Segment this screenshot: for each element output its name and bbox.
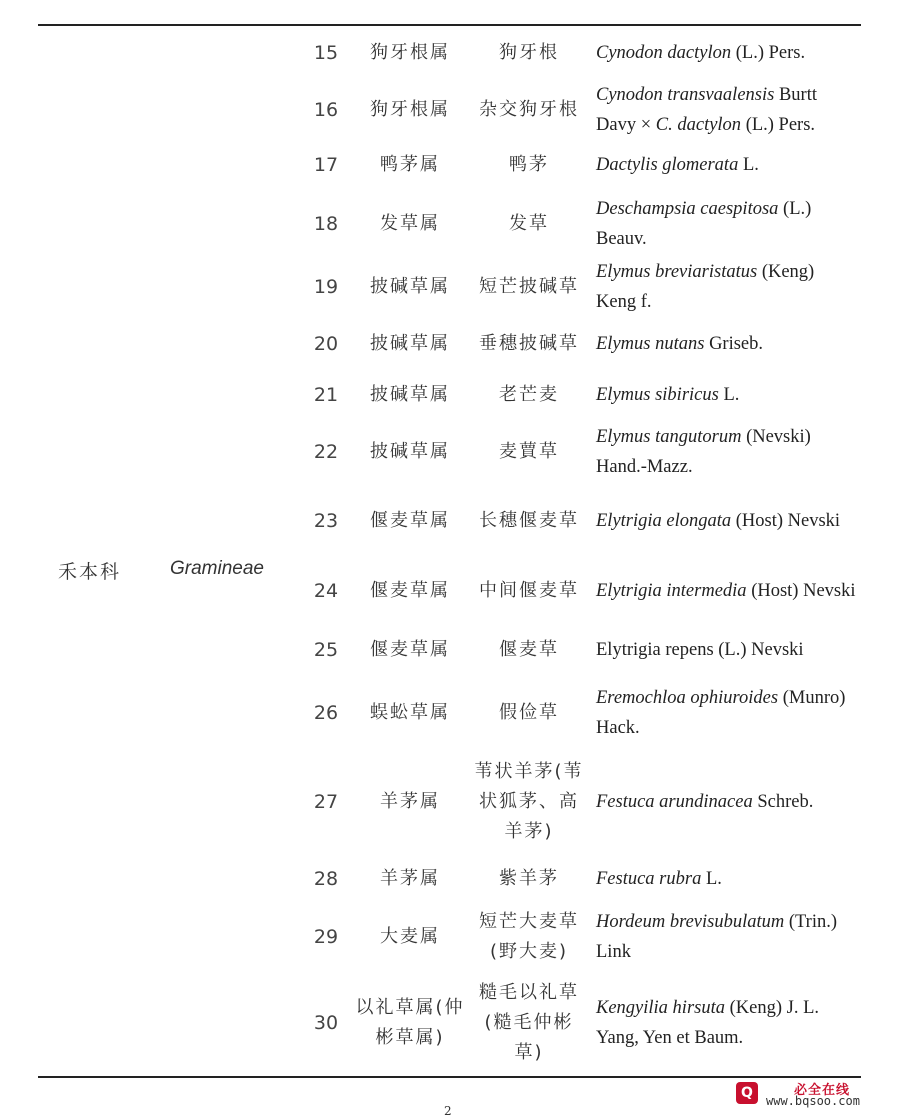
binomial: Elymus sibiricus bbox=[596, 385, 719, 405]
scientific-name bbox=[596, 424, 858, 480]
scientific-name-text bbox=[596, 864, 722, 894]
authority: (L.) Pers. bbox=[741, 115, 816, 135]
scientific-name-text bbox=[596, 80, 858, 140]
authority: L. bbox=[718, 385, 740, 405]
binomial: Elymus breviaristatus bbox=[596, 262, 758, 282]
binomial: Hordeum brevisubulatum bbox=[596, 912, 785, 932]
scientific-name-text bbox=[596, 576, 856, 606]
row-number-text: 23 bbox=[313, 510, 339, 532]
row-number bbox=[300, 754, 352, 850]
row-number bbox=[300, 424, 352, 480]
row-number-text: 28 bbox=[313, 868, 339, 890]
table-bottom-rule bbox=[38, 1076, 861, 1078]
table-row bbox=[0, 858, 900, 900]
authority: (Keng) Keng f. bbox=[596, 262, 815, 312]
genus-name-text: 披碱草属 bbox=[370, 384, 450, 405]
common-name bbox=[470, 424, 588, 480]
common-name bbox=[470, 978, 588, 1068]
scientific-name-text bbox=[596, 257, 858, 317]
table-top-rule bbox=[38, 24, 861, 26]
scientific-name bbox=[596, 82, 858, 138]
watermark-logo-icon: Q bbox=[736, 1082, 758, 1104]
authority: L. bbox=[738, 155, 759, 175]
authority: (Host) Nevski bbox=[746, 581, 856, 601]
row-number bbox=[300, 82, 352, 138]
genus-name bbox=[355, 146, 465, 184]
genus-name bbox=[355, 324, 465, 364]
genus-name-text: 大麦属 bbox=[380, 926, 440, 947]
authority: (Munro) Hack. bbox=[596, 688, 846, 738]
row-number-text: 18 bbox=[313, 213, 339, 235]
binomial: Elytrigia intermedia bbox=[596, 581, 747, 601]
genus-name-text: 羊茅属 bbox=[380, 868, 440, 889]
scientific-name bbox=[596, 196, 858, 252]
genus-name bbox=[355, 754, 465, 850]
scientific-name bbox=[596, 978, 858, 1068]
common-name-text: 杂交狗牙根 bbox=[479, 99, 579, 120]
genus-name bbox=[355, 30, 465, 76]
scientific-name-text bbox=[596, 380, 739, 410]
scientific-name-text bbox=[596, 683, 858, 743]
authority: L. bbox=[701, 869, 722, 889]
table-row bbox=[0, 490, 900, 552]
row-number bbox=[300, 560, 352, 622]
common-name bbox=[470, 30, 588, 76]
authority: (Trin.) Link bbox=[596, 912, 838, 962]
table-row bbox=[0, 30, 900, 76]
row-number bbox=[300, 324, 352, 364]
row-number-text: 15 bbox=[313, 42, 339, 64]
binomial: Cynodon dactylon bbox=[596, 43, 732, 63]
binomial: Dactylis glomerata bbox=[596, 155, 739, 175]
watermark-title: 必全在线 bbox=[794, 1083, 851, 1098]
binomial: Festuca arundinacea bbox=[596, 792, 753, 812]
authority: Elytrigia repens (L.) Nevski bbox=[596, 640, 804, 660]
table-row bbox=[0, 324, 900, 364]
table-row bbox=[0, 560, 900, 622]
genus-name-text: 以礼草属(仲彬草属) bbox=[355, 997, 465, 1048]
common-name-text: 紫羊茅 bbox=[499, 868, 559, 889]
genus-name bbox=[355, 196, 465, 252]
row-number-text: 17 bbox=[313, 154, 339, 176]
common-name-text: 长穗偃麦草 bbox=[479, 510, 579, 531]
scientific-name-text bbox=[596, 993, 858, 1053]
row-number-text: 19 bbox=[313, 276, 339, 298]
common-name-text: 偃麦草 bbox=[499, 639, 559, 660]
common-name-text: 中间偃麦草 bbox=[479, 580, 579, 601]
genus-name-text: 披碱草属 bbox=[370, 441, 450, 462]
binomial: Eremochloa ophiuroides bbox=[596, 688, 779, 708]
genus-name-text: 偃麦草属 bbox=[370, 639, 450, 660]
row-number-text: 27 bbox=[313, 791, 339, 813]
authority: (Keng) J. L. Yang, Yen et Baum. bbox=[596, 998, 820, 1048]
common-name-text: 鸭茅 bbox=[509, 154, 549, 175]
genus-name bbox=[355, 424, 465, 480]
family-chinese-name: 禾本科 bbox=[58, 561, 122, 583]
scientific-name bbox=[596, 257, 858, 317]
row-number-text: 22 bbox=[313, 441, 339, 463]
table-row bbox=[0, 146, 900, 184]
scientific-name-text bbox=[596, 38, 805, 68]
common-name-text: 狗牙根 bbox=[499, 42, 559, 63]
authority: (Nevski) Hand.-Mazz. bbox=[596, 427, 811, 477]
table-row bbox=[0, 82, 900, 138]
scientific-name bbox=[596, 30, 858, 76]
common-name bbox=[470, 196, 588, 252]
binomial: Elytrigia elongata bbox=[596, 511, 732, 531]
common-name bbox=[470, 858, 588, 900]
common-name bbox=[470, 257, 588, 317]
scientific-name bbox=[596, 628, 858, 672]
page-number: 2 bbox=[444, 1104, 452, 1118]
watermark-url: www.bqsoo.com bbox=[766, 1094, 860, 1108]
row-number bbox=[300, 978, 352, 1068]
common-name bbox=[470, 682, 588, 744]
common-name-text: 麦蕒草 bbox=[499, 441, 559, 462]
scientific-name-text bbox=[596, 194, 858, 254]
scientific-name bbox=[596, 146, 858, 184]
row-number bbox=[300, 858, 352, 900]
row-number bbox=[300, 372, 352, 418]
binomial: Cynodon transvaalensis bbox=[596, 85, 775, 105]
genus-name-text: 鸭茅属 bbox=[380, 154, 440, 175]
family-latin-name: Gramineae bbox=[170, 558, 264, 579]
row-number bbox=[300, 904, 352, 970]
row-number bbox=[300, 257, 352, 317]
row-number-text: 24 bbox=[313, 580, 339, 602]
binomial: C. dactylon bbox=[655, 115, 742, 135]
genus-name bbox=[355, 560, 465, 622]
authority: Griseb. bbox=[704, 334, 764, 354]
scientific-name-text bbox=[596, 635, 804, 665]
row-number bbox=[300, 146, 352, 184]
genus-name-text: 狗牙根属 bbox=[370, 99, 450, 120]
genus-name bbox=[355, 858, 465, 900]
row-number-text: 21 bbox=[313, 384, 339, 406]
row-number-text: 20 bbox=[313, 333, 339, 355]
scientific-name bbox=[596, 754, 858, 850]
common-name bbox=[470, 754, 588, 850]
common-name-text: 苇状羊茅(苇状狐茅、高羊茅) bbox=[474, 761, 584, 842]
common-name-text: 发草 bbox=[509, 213, 549, 234]
common-name bbox=[470, 146, 588, 184]
table-row bbox=[0, 682, 900, 744]
genus-name-text: 蜈蚣草属 bbox=[370, 702, 450, 723]
table-row bbox=[0, 628, 900, 672]
genus-name bbox=[355, 628, 465, 672]
scientific-name-text bbox=[596, 787, 813, 817]
genus-name-text: 披碱草属 bbox=[370, 333, 450, 354]
genus-name bbox=[355, 82, 465, 138]
common-name-text: 短芒披碱草 bbox=[479, 276, 579, 297]
binomial: Festuca rubra bbox=[596, 869, 702, 889]
table-row bbox=[0, 424, 900, 480]
common-name bbox=[470, 324, 588, 364]
scientific-name-text bbox=[596, 907, 858, 967]
scientific-name bbox=[596, 490, 858, 552]
genus-name-text: 发草属 bbox=[380, 213, 440, 234]
site-watermark[interactable] bbox=[736, 1079, 886, 1109]
table-row bbox=[0, 257, 900, 317]
row-number-text: 25 bbox=[313, 639, 339, 661]
row-number-text: 29 bbox=[313, 926, 339, 948]
common-name bbox=[470, 82, 588, 138]
genus-name-text: 狗牙根属 bbox=[370, 42, 450, 63]
row-number bbox=[300, 196, 352, 252]
binomial: Deschampsia caespitosa bbox=[596, 199, 779, 219]
common-name bbox=[470, 490, 588, 552]
genus-name bbox=[355, 372, 465, 418]
table-row bbox=[0, 754, 900, 850]
common-name bbox=[470, 904, 588, 970]
genus-name-text: 偃麦草属 bbox=[370, 510, 450, 531]
row-number bbox=[300, 628, 352, 672]
authority: (Host) Nevski bbox=[731, 511, 841, 531]
scientific-name bbox=[596, 372, 858, 418]
table-row bbox=[0, 372, 900, 418]
row-number-text: 16 bbox=[313, 99, 339, 121]
row-number-text: 26 bbox=[313, 702, 339, 724]
common-name bbox=[470, 560, 588, 622]
genus-name bbox=[355, 490, 465, 552]
genus-name-text: 披碱草属 bbox=[370, 276, 450, 297]
common-name bbox=[470, 372, 588, 418]
row-number bbox=[300, 682, 352, 744]
authority: (L.) Pers. bbox=[731, 43, 806, 63]
genus-name-text: 羊茅属 bbox=[380, 791, 440, 812]
scientific-name-text bbox=[596, 150, 759, 180]
scientific-name bbox=[596, 858, 858, 900]
common-name-text: 垂穗披碱草 bbox=[479, 333, 579, 354]
genus-name bbox=[355, 978, 465, 1068]
scientific-name bbox=[596, 560, 858, 622]
common-name-text: 糙毛以礼草(糙毛仲彬草) bbox=[479, 982, 579, 1063]
genus-name-text: 偃麦草属 bbox=[370, 580, 450, 601]
authority: Schreb. bbox=[752, 792, 814, 812]
row-number-text: 30 bbox=[313, 1012, 339, 1034]
common-name bbox=[470, 628, 588, 672]
table-row bbox=[0, 904, 900, 970]
binomial: Elymus tangutorum bbox=[596, 427, 742, 447]
authority: Burtt Davy × bbox=[596, 85, 817, 135]
scientific-name bbox=[596, 904, 858, 970]
binomial: Kengyilia hirsuta bbox=[596, 998, 725, 1018]
common-name-text: 短芒大麦草(野大麦) bbox=[479, 911, 579, 962]
table-row bbox=[0, 196, 900, 252]
common-name-text: 老芒麦 bbox=[499, 384, 559, 405]
authority: (L.) Beauv. bbox=[596, 199, 812, 249]
genus-name bbox=[355, 904, 465, 970]
scientific-name-text bbox=[596, 422, 858, 482]
scientific-name bbox=[596, 324, 858, 364]
binomial: Elymus nutans bbox=[596, 334, 705, 354]
row-number bbox=[300, 490, 352, 552]
scientific-name-text bbox=[596, 506, 840, 536]
genus-name bbox=[355, 257, 465, 317]
genus-name bbox=[355, 682, 465, 744]
scientific-name-text bbox=[596, 329, 763, 359]
table-row bbox=[0, 978, 900, 1068]
scientific-name bbox=[596, 682, 858, 744]
common-name-text: 假俭草 bbox=[499, 702, 559, 723]
row-number bbox=[300, 30, 352, 76]
